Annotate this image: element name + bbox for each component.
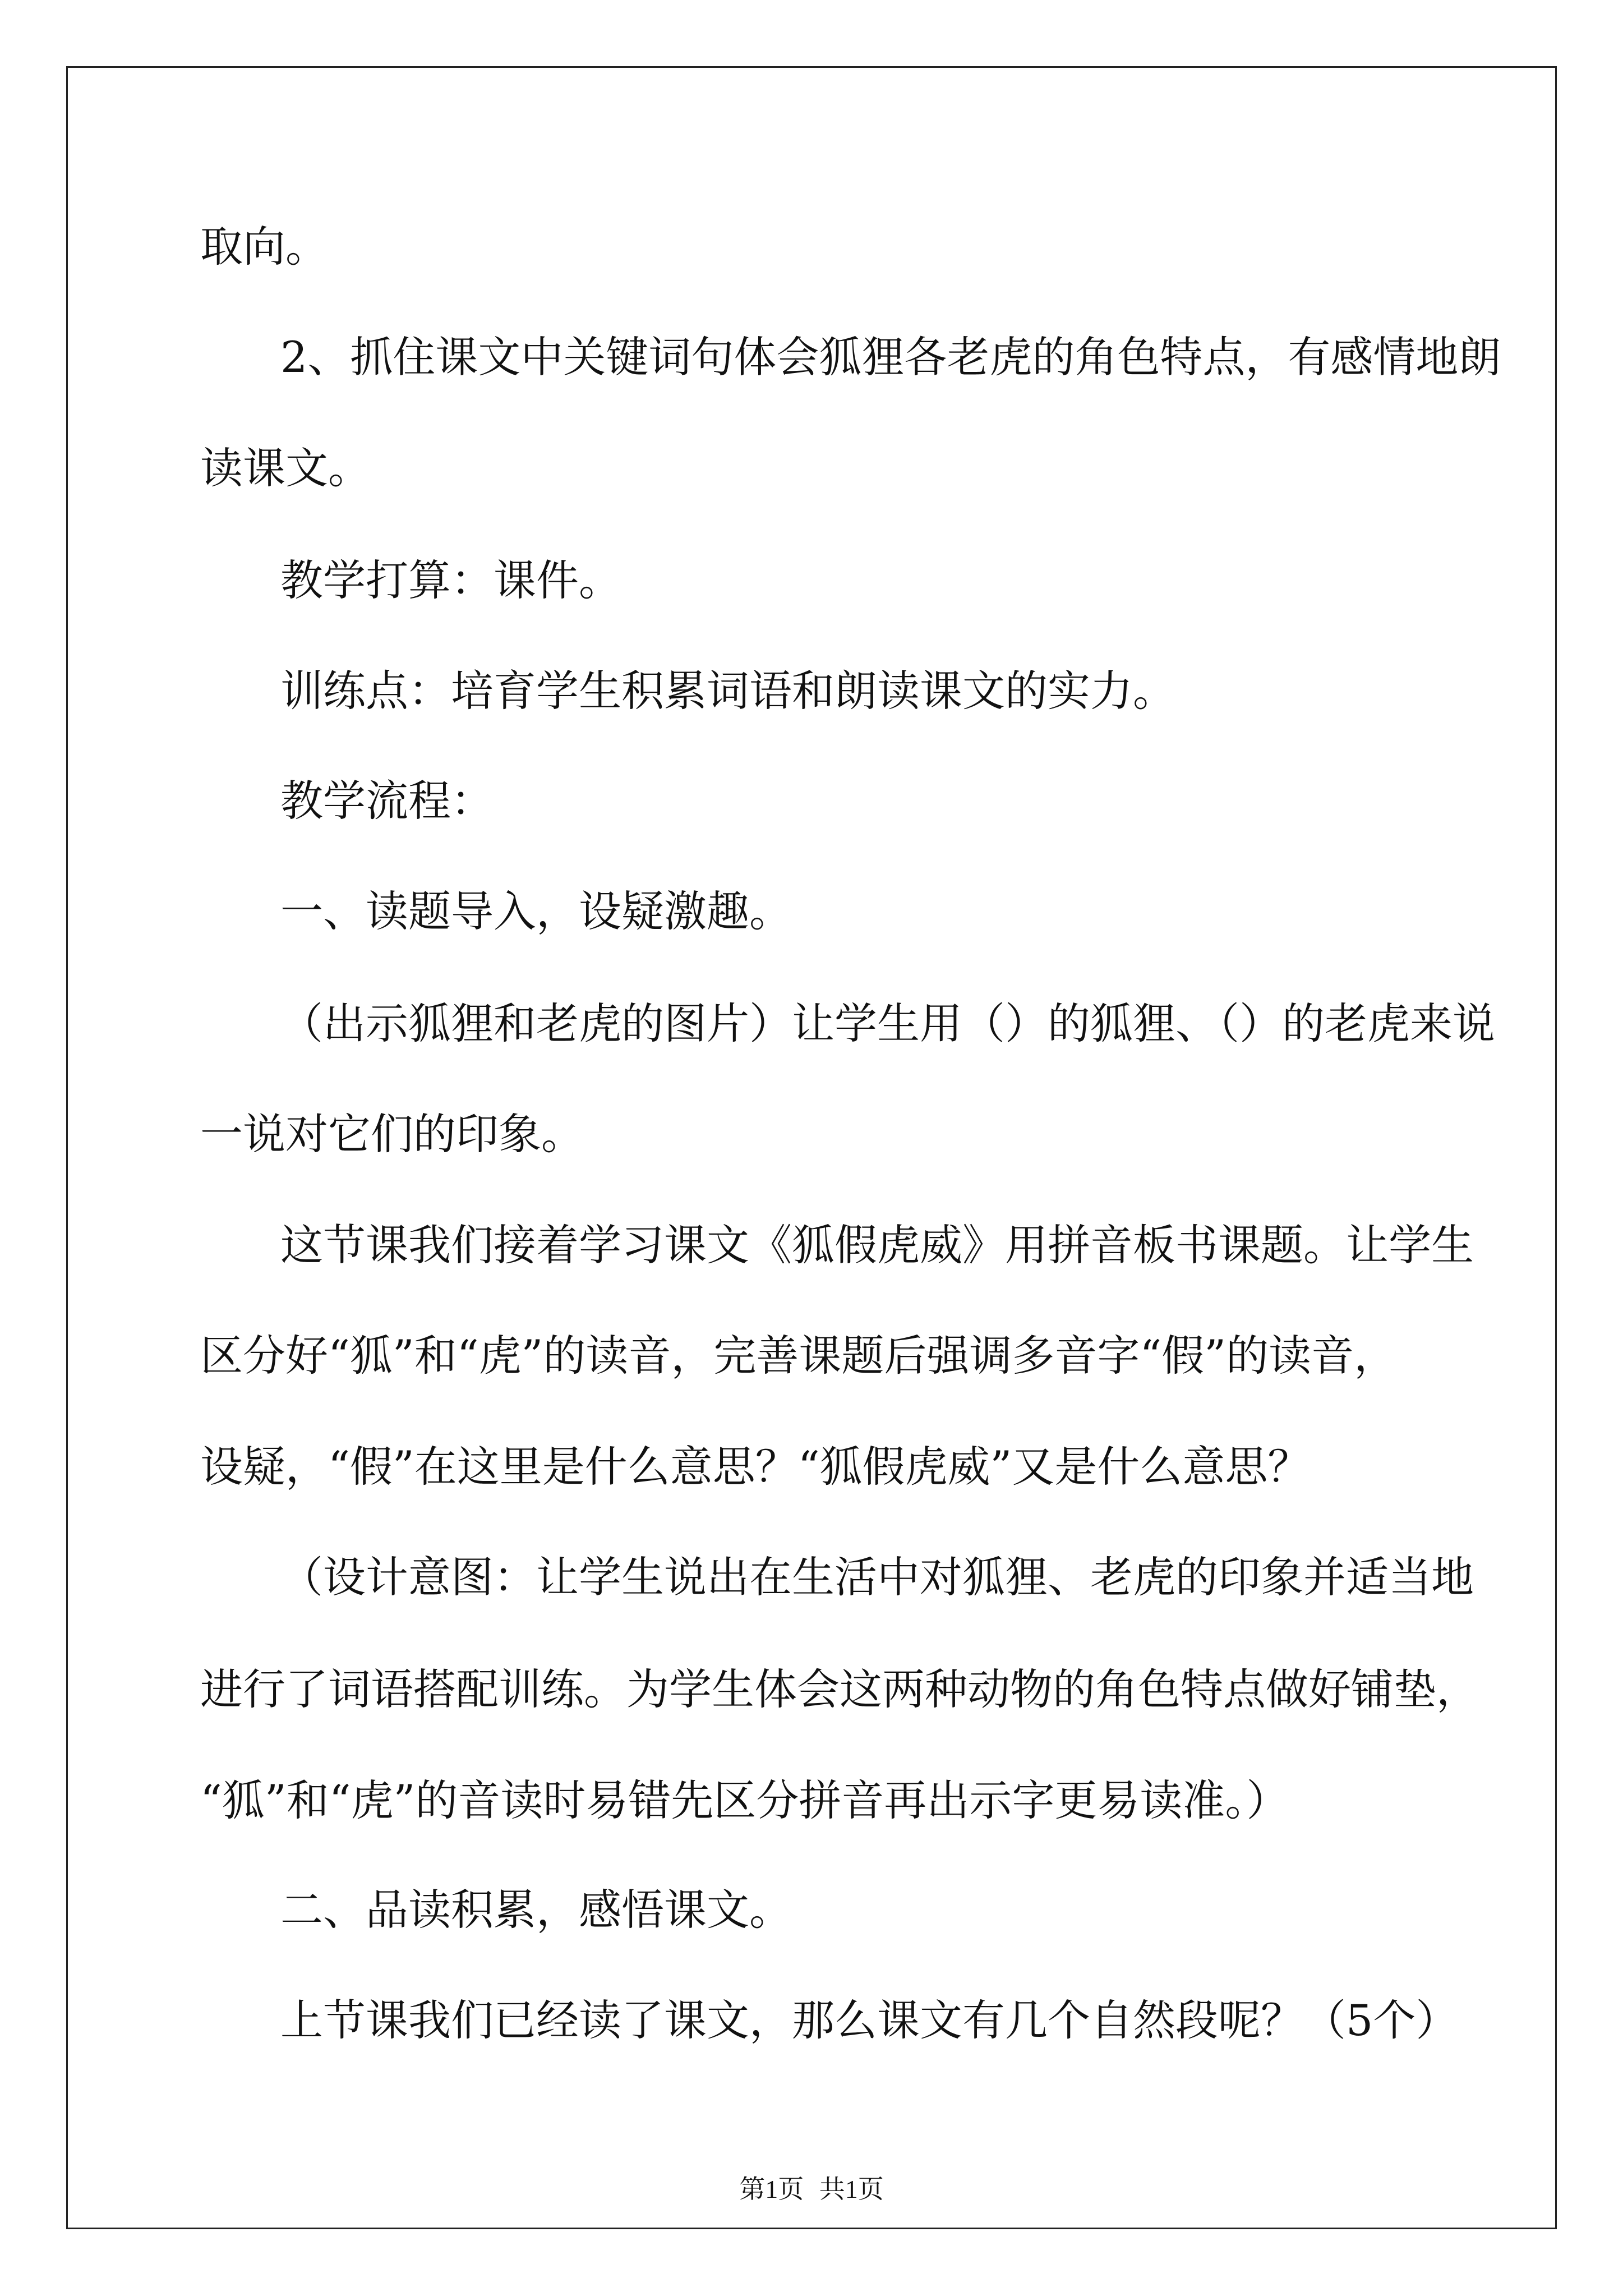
text-line: 这节课我们接着学习课文《狐假虎威》用拼音板书课题。让学生 [280, 1220, 1474, 1270]
page-footer [0, 2173, 1623, 2206]
text-line: 教学打算：课件。 [280, 555, 621, 605]
text-line: 一说对它们的印象。 [200, 1109, 584, 1159]
text-line: 上节课我们已经读了课文，那么课文有几个自然段呢？（5个） [280, 1995, 1459, 2045]
text-line: （出示狐狸和老虎的图片）让学生用（）的狐狸、（）的老虎来说 [280, 999, 1495, 1048]
page-number: 第1页 [739, 2175, 804, 2203]
text-line: 读课文。 [200, 443, 371, 493]
text-line: 区分好“狐”和“虎”的读音，完善课题后强调多音字“假”的读音， [200, 1331, 1397, 1381]
text-line: 进行了词语搭配训练。为学生体会这两种动物的角色特点做好铺垫， [200, 1664, 1479, 1714]
text-line: 训练点：培育学生积累词语和朗读课文的实力。 [280, 666, 1175, 716]
text-line: 一、读题导入，设疑激趣。 [280, 886, 792, 936]
text-line: 二、品读积累，感悟课文。 [280, 1885, 792, 1935]
text-line: 设疑，“假”在这里是什么意思？“狐假虎威”又是什么意思？ [200, 1442, 1311, 1492]
text-line: 取向。 [200, 222, 328, 272]
text-line: 2、抓住课文中关键词句体会狐狸各老虎的角色特点，有感情地朗 [280, 332, 1501, 382]
text-line: “狐”和“虎”的音读时易错先区分拼音再出示字更易读准。） [200, 1775, 1289, 1825]
text-line: 教学流程： [280, 776, 494, 826]
text-line: （设计意图：让学生说出在生活中对狐狸、老虎的印象并适当地 [280, 1552, 1474, 1602]
page-total: 共1页 [819, 2175, 884, 2203]
